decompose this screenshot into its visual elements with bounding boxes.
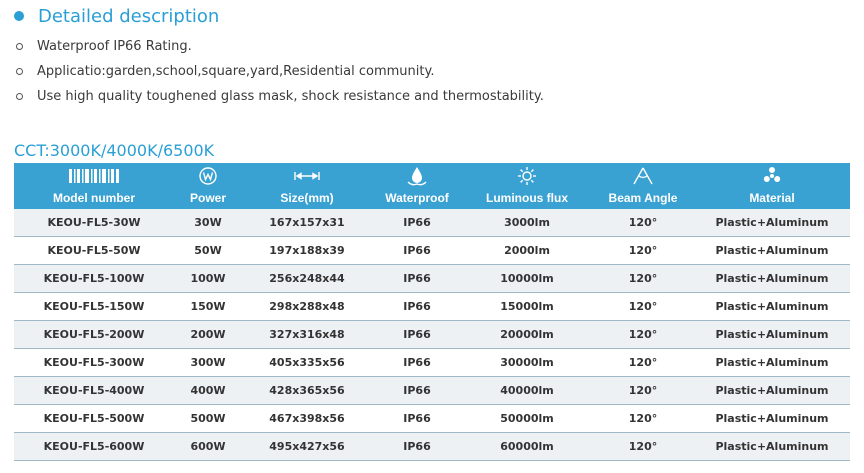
section-header xyxy=(14,4,219,28)
spec-table xyxy=(14,163,850,461)
cell-model: KEOU-FL5-300W xyxy=(14,349,174,377)
table-row xyxy=(14,321,850,349)
table-row xyxy=(14,293,850,321)
cell-size: 256x248x44 xyxy=(242,265,372,293)
cell-power: 200W xyxy=(174,321,242,349)
table-header-row xyxy=(14,163,850,209)
circle-bullet-icon xyxy=(16,68,23,75)
cell-beam-angle: 120° xyxy=(592,377,694,405)
feature-item: Use high quality toughened glass mask, shock resistance and thermostability. xyxy=(14,84,544,109)
header-luminous-flux: Luminous flux xyxy=(462,163,592,209)
cell-size: 428x365x56 xyxy=(242,377,372,405)
circle-bullet-icon xyxy=(16,93,23,100)
table-row xyxy=(14,265,850,293)
cell-waterproof: IP66 xyxy=(372,237,462,265)
watt-icon xyxy=(199,167,217,185)
cell-beam-angle: 120° xyxy=(592,433,694,461)
cell-material: Plastic+Aluminum xyxy=(694,321,850,349)
cell-luminous-flux: 30000lm xyxy=(462,349,592,377)
cell-size: 327x316x48 xyxy=(242,321,372,349)
header-material: Material xyxy=(694,163,850,209)
cell-power: 100W xyxy=(174,265,242,293)
cell-beam-angle: 120° xyxy=(592,265,694,293)
cell-size: 197x188x39 xyxy=(242,237,372,265)
header-model-number: Model number xyxy=(14,163,174,209)
feature-item: Waterproof IP66 Rating. xyxy=(14,34,544,59)
cell-luminous-flux: 50000lm xyxy=(462,405,592,433)
cell-size: 167x157x31 xyxy=(242,209,372,237)
cell-model: KEOU-FL5-50W xyxy=(14,237,174,265)
cell-luminous-flux: 60000lm xyxy=(462,433,592,461)
cell-luminous-flux: 3000lm xyxy=(462,209,592,237)
cell-luminous-flux: 15000lm xyxy=(462,293,592,321)
table-row xyxy=(14,405,850,433)
dimension-arrows-icon xyxy=(294,167,320,185)
cell-waterproof: IP66 xyxy=(372,405,462,433)
table-row xyxy=(14,433,850,461)
cell-luminous-flux: 40000lm xyxy=(462,377,592,405)
cell-size: 405x335x56 xyxy=(242,349,372,377)
cell-size: 467x398x56 xyxy=(242,405,372,433)
cell-model: KEOU-FL5-100W xyxy=(14,265,174,293)
cell-model: KEOU-FL5-600W xyxy=(14,433,174,461)
cell-material: Plastic+Aluminum xyxy=(694,405,850,433)
cell-luminous-flux: 2000lm xyxy=(462,237,592,265)
cell-beam-angle: 120° xyxy=(592,349,694,377)
cell-beam-angle: 120° xyxy=(592,209,694,237)
header-power: Power xyxy=(174,163,242,209)
spec-table-body xyxy=(14,209,850,461)
section-title: Detailed description xyxy=(38,5,220,27)
cell-model: KEOU-FL5-150W xyxy=(14,293,174,321)
cell-size: 298x288x48 xyxy=(242,293,372,321)
feature-item: Applicatio:garden,school,square,yard,Residential community. xyxy=(14,59,544,84)
cell-power: 30W xyxy=(174,209,242,237)
cell-material: Plastic+Aluminum xyxy=(694,349,850,377)
table-row xyxy=(14,209,850,237)
table-row xyxy=(14,237,850,265)
header-waterproof: Waterproof xyxy=(372,163,462,209)
cell-beam-angle: 120° xyxy=(592,293,694,321)
cell-material: Plastic+Aluminum xyxy=(694,377,850,405)
bullet-dot-icon xyxy=(14,11,24,21)
cell-beam-angle: 120° xyxy=(592,405,694,433)
cell-waterproof: IP66 xyxy=(372,433,462,461)
cell-material: Plastic+Aluminum xyxy=(694,237,850,265)
cell-waterproof: IP66 xyxy=(372,377,462,405)
cell-waterproof: IP66 xyxy=(372,321,462,349)
beam-angle-icon xyxy=(632,167,654,185)
barcode-icon xyxy=(69,167,119,185)
cell-material: Plastic+Aluminum xyxy=(694,293,850,321)
cell-model: KEOU-FL5-400W xyxy=(14,377,174,405)
cell-luminous-flux: 20000lm xyxy=(462,321,592,349)
cell-power: 300W xyxy=(174,349,242,377)
cell-power: 500W xyxy=(174,405,242,433)
cell-material: Plastic+Aluminum xyxy=(694,433,850,461)
cell-size: 495x427x56 xyxy=(242,433,372,461)
cell-beam-angle: 120° xyxy=(592,237,694,265)
cell-waterproof: IP66 xyxy=(372,293,462,321)
feature-list xyxy=(14,34,544,109)
cct-label: CCT:3000K/4000K/6500K xyxy=(14,141,215,160)
sun-icon xyxy=(517,167,537,185)
water-drop-icon xyxy=(406,167,428,185)
cell-waterproof: IP66 xyxy=(372,265,462,293)
table-row xyxy=(14,377,850,405)
cell-power: 150W xyxy=(174,293,242,321)
table-row xyxy=(14,349,850,377)
fan-icon xyxy=(762,167,782,185)
cell-power: 600W xyxy=(174,433,242,461)
cell-luminous-flux: 10000lm xyxy=(462,265,592,293)
header-size: Size(mm) xyxy=(242,163,372,209)
cell-power: 50W xyxy=(174,237,242,265)
cell-waterproof: IP66 xyxy=(372,209,462,237)
cell-material: Plastic+Aluminum xyxy=(694,209,850,237)
cell-model: KEOU-FL5-30W xyxy=(14,209,174,237)
cell-model: KEOU-FL5-500W xyxy=(14,405,174,433)
cell-material: Plastic+Aluminum xyxy=(694,265,850,293)
cell-power: 400W xyxy=(174,377,242,405)
header-beam-angle: Beam Angle xyxy=(592,163,694,209)
cell-beam-angle: 120° xyxy=(592,321,694,349)
cell-model: KEOU-FL5-200W xyxy=(14,321,174,349)
cell-waterproof: IP66 xyxy=(372,349,462,377)
circle-bullet-icon xyxy=(16,43,23,50)
